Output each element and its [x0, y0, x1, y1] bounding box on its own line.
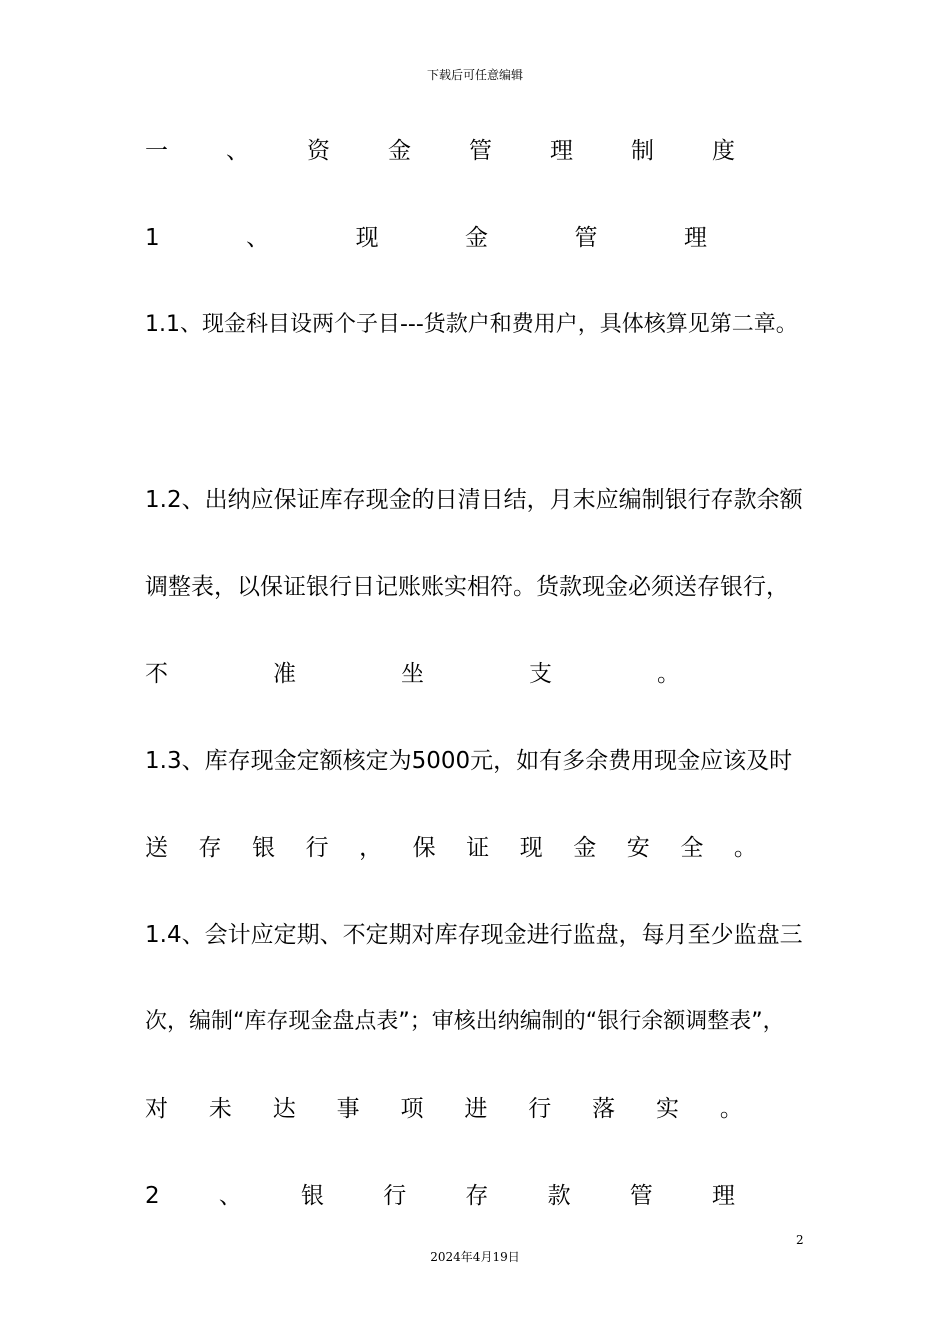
subsection-heading-bank-deposit-management	[145, 1181, 735, 1211]
page-footer-date: 2024年4月19日	[430, 1250, 520, 1264]
heading-char: 度	[712, 138, 735, 164]
heading-char: 2	[145, 1183, 160, 1209]
paragraph-1-2-line-2: 调整表，以保证银行日记账账实相符。货款现金必须送存银行，	[145, 574, 789, 600]
justified-char: 实	[656, 1096, 679, 1122]
paragraph-1-3-line-1: 1.3、库存现金定额核定为5000元，如有多余费用现金应该及时	[145, 748, 793, 774]
heading-char: 行	[383, 1183, 407, 1209]
subsection-heading-cash-management	[145, 223, 707, 253]
paragraph-1-4-line-3	[145, 1094, 743, 1124]
heading-char: 理	[550, 138, 573, 164]
justified-char: 事	[336, 1096, 360, 1122]
heading-char: 理	[683, 225, 707, 251]
section-heading-fund-management	[145, 136, 735, 166]
paragraph-1-1: 1.1、现金科目设两个子目---货款户和费用户，具体核算见第二章。	[145, 312, 798, 337]
heading-char: 管	[574, 225, 598, 251]
heading-char: 金	[388, 138, 411, 164]
heading-char: 、	[246, 225, 270, 251]
justified-char: 进	[464, 1096, 488, 1122]
heading-char: 存	[465, 1183, 489, 1209]
paragraph-1-3-line-2	[145, 833, 757, 863]
justified-char: 。	[733, 835, 757, 861]
justified-char: ，	[359, 835, 383, 861]
heading-char: 管	[629, 1183, 653, 1209]
heading-char: 管	[469, 138, 492, 164]
justified-char: 不	[145, 661, 168, 687]
heading-char: 1	[145, 225, 160, 251]
justified-char: 保	[412, 835, 436, 861]
page-header: 下载后可任意编辑	[426, 68, 523, 82]
heading-char: 理	[711, 1183, 735, 1209]
heading-char: 银	[301, 1183, 325, 1209]
justified-char: 存	[198, 835, 222, 861]
justified-char: 银	[252, 835, 276, 861]
justified-char: 金	[573, 835, 597, 861]
paragraph-1-2-line-1: 1.2、出纳应保证库存现金的日清日结，月末应编制银行存款余额	[145, 487, 803, 513]
justified-char: 证	[466, 835, 490, 861]
heading-char: 资	[307, 138, 330, 164]
heading-char: 款	[547, 1183, 571, 1209]
heading-char: 制	[631, 138, 654, 164]
justified-char: 行	[305, 835, 329, 861]
justified-char: 行	[528, 1096, 552, 1122]
justified-char: 。	[719, 1096, 743, 1122]
justified-char: 准	[273, 661, 296, 687]
justified-char: 项	[400, 1096, 424, 1122]
page-number: 2	[796, 1233, 804, 1247]
justified-char: 全	[680, 835, 704, 861]
heading-char: 一	[145, 138, 168, 164]
justified-char: 送	[145, 835, 168, 861]
heading-char: 金	[465, 225, 489, 251]
paragraph-1-4-line-2: 次，编制“库存现金盘点表”；审核出纳编制的“银行余额调整表”，	[145, 1009, 785, 1034]
justified-char: 安	[626, 835, 650, 861]
justified-char: 对	[145, 1096, 168, 1122]
justified-char: 未	[208, 1096, 232, 1122]
heading-char: 、	[226, 138, 249, 164]
justified-char: 现	[519, 835, 543, 861]
paragraph-1-4-line-1: 1.4、会计应定期、不定期对库存现金进行监盘，每月至少监盘三	[145, 922, 803, 948]
heading-char: 、	[218, 1183, 242, 1209]
justified-char: 支	[529, 661, 552, 687]
justified-char: 。	[657, 661, 680, 687]
heading-char: 现	[355, 225, 379, 251]
paragraph-1-2-line-3	[145, 659, 680, 689]
justified-char: 落	[592, 1096, 616, 1122]
justified-char: 达	[272, 1096, 296, 1122]
justified-char: 坐	[401, 661, 424, 687]
